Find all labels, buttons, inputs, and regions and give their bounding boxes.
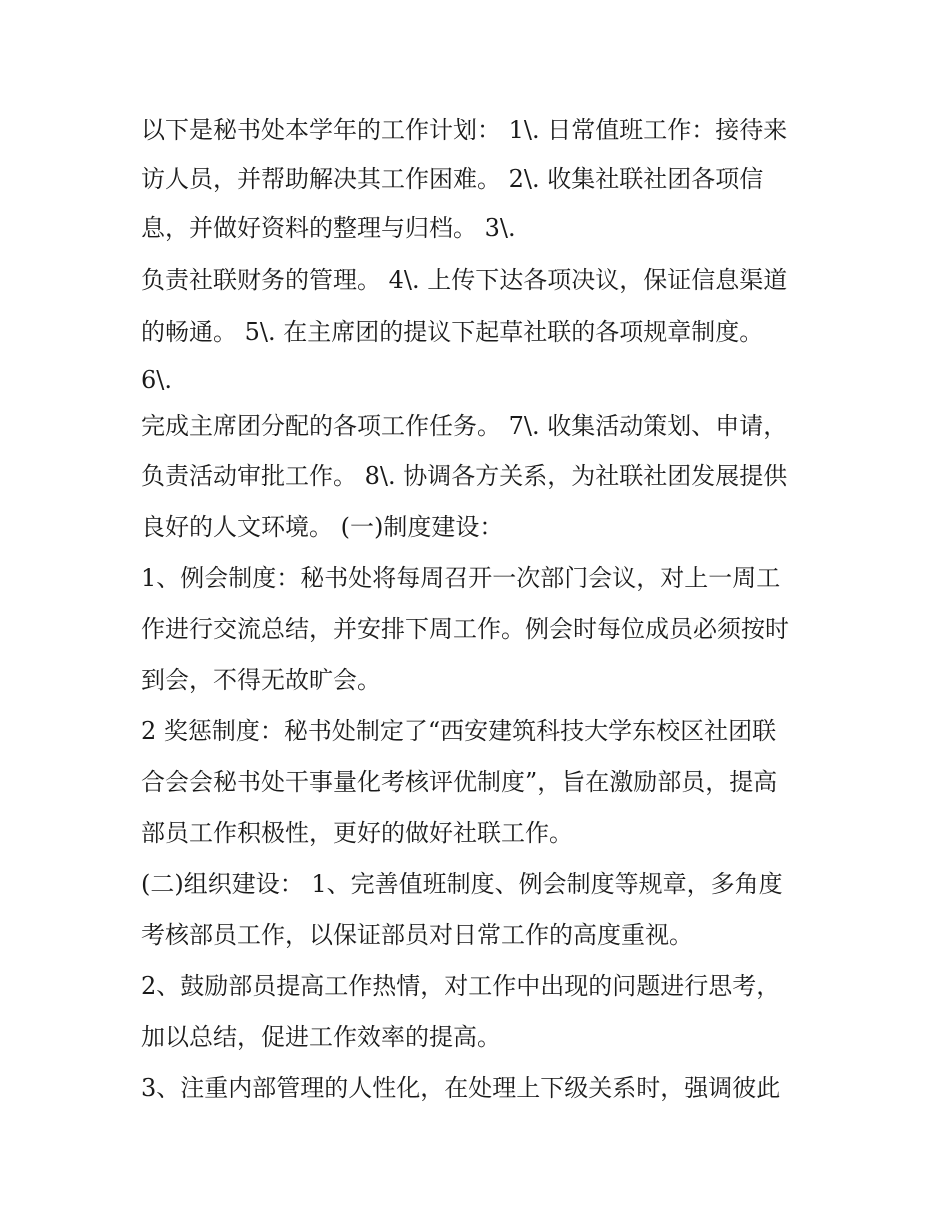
text-line: 2 奖惩制度：秘书处制定了“西安建筑科技大学东校区社团联 — [141, 717, 777, 745]
text-line: 合会会秘书处干事量化考核评优制度”，旨在激励部员，提高 — [141, 768, 778, 796]
text-line: 部员工作积极性，更好的做好社联工作。 — [141, 819, 573, 847]
text-line: 的畅通。 5\. 在主席团的提议下起草社联的各项规章制度。 — [141, 318, 764, 346]
text-line: 加以总结，促进工作效率的提高。 — [141, 1023, 501, 1051]
text-line: 完成主席团分配的各项工作任务。 7\. 收集活动策划、申请， — [141, 412, 788, 440]
text-line: 良好的人文环境。 (一)制度建设： — [141, 513, 504, 541]
text-line: 到会，不得无故旷会。 — [141, 666, 381, 694]
text-line: 息，并做好资料的整理与归档。 3\. — [141, 214, 516, 242]
text-line: 6\. — [141, 366, 172, 394]
text-line: (二)组织建设： 1、完善值班制度、例会制度等规章，多角度 — [141, 870, 783, 898]
text-line: 1、例会制度：秘书处将每周召开一次部门会议，对上一周工 — [141, 564, 781, 592]
text-line: 以下是秘书处本学年的工作计划： 1\. 日常值班工作：接待来 — [141, 116, 788, 144]
text-line: 考核部员工作，以保证部员对日常工作的高度重视。 — [141, 921, 693, 949]
text-line: 作进行交流总结，并安排下周工作。例会时每位成员必须按时 — [141, 615, 789, 643]
text-line: 负责社联财务的管理。 4\. 上传下达各项决议，保证信息渠道 — [141, 266, 788, 294]
text-line: 3、注重内部管理的人性化，在处理上下级关系时，强调彼此 — [141, 1074, 781, 1102]
text-line: 负责活动审批工作。 8\. 协调各方关系，为社联社团发展提供 — [141, 462, 788, 490]
text-line: 2、鼓励部员提高工作热情，对工作中出现的问题进行思考， — [141, 972, 781, 1000]
text-line: 访人员，并帮助解决其工作困难。 2\. 收集社联社团各项信 — [141, 165, 764, 193]
